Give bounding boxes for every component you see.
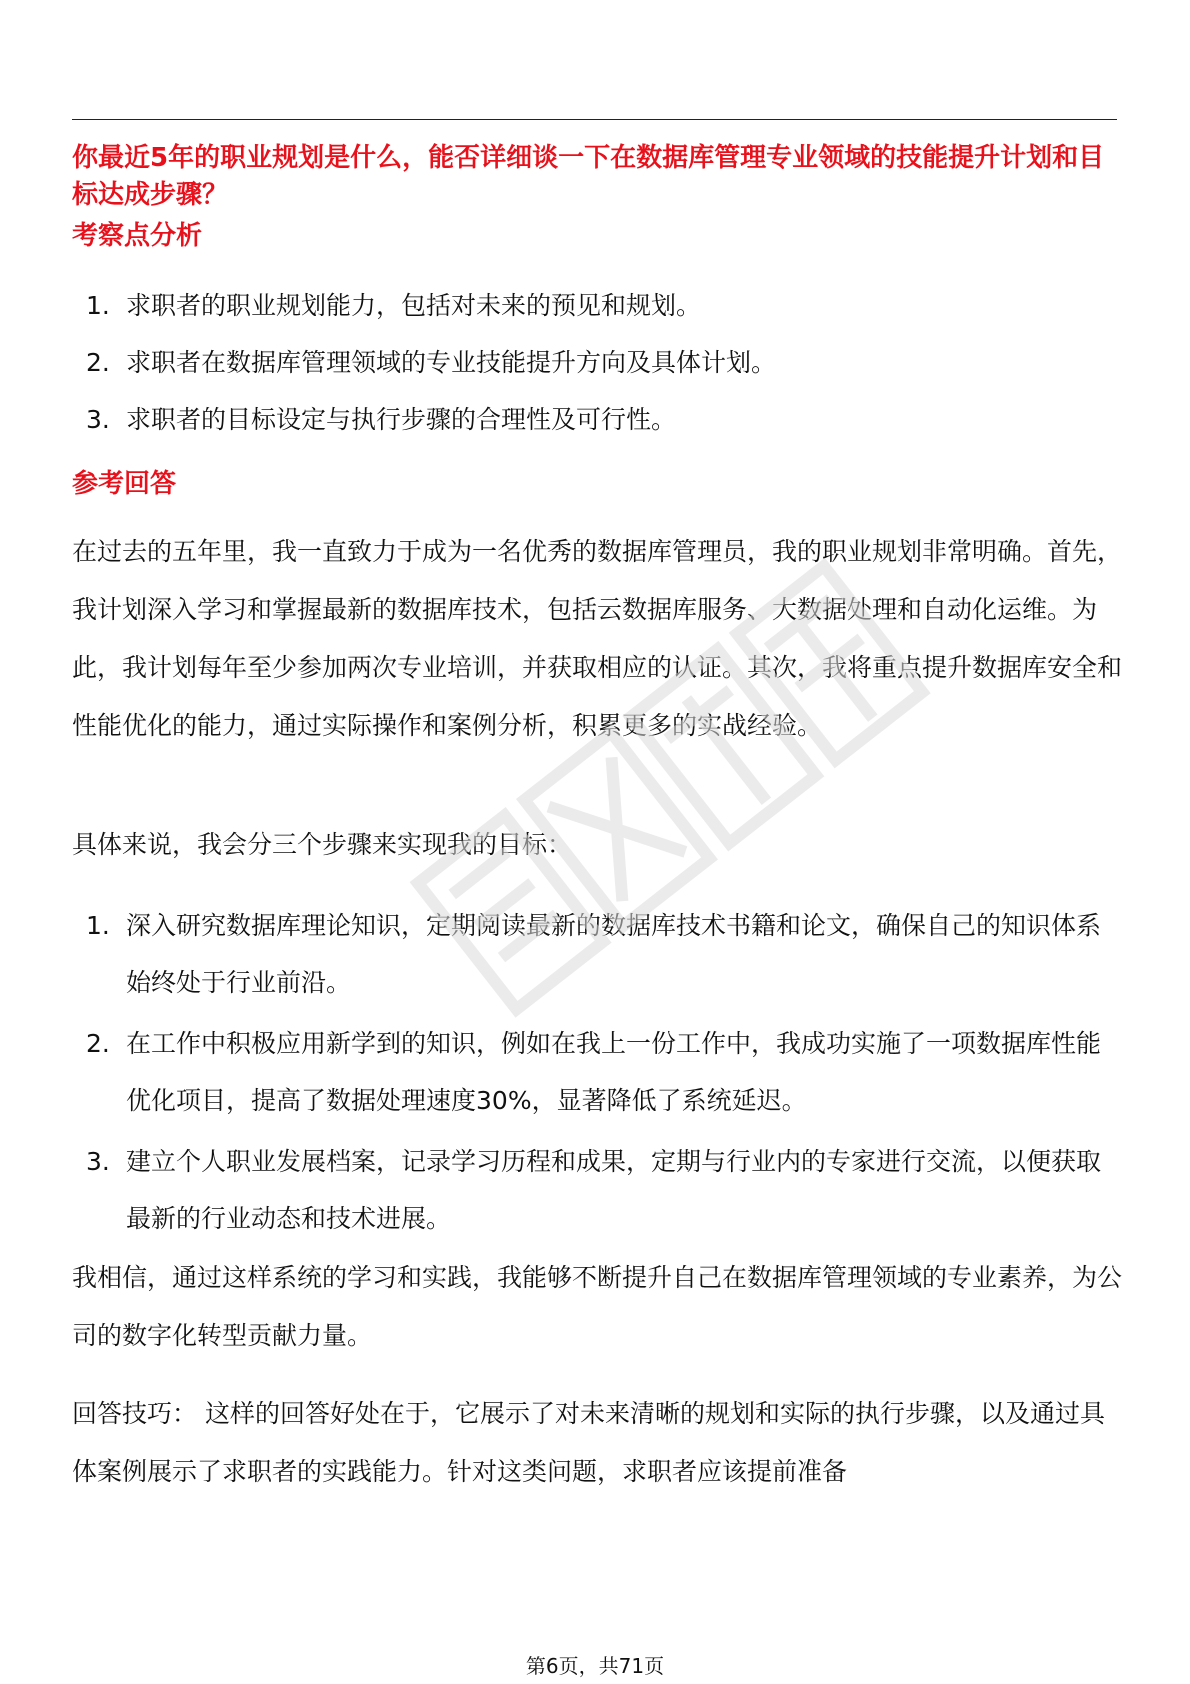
list-number: 3.: [86, 1147, 110, 1176]
list-item: [72, 334, 1122, 391]
list-text: 在工作中积极应用新学到的知识，例如在我上一份工作中，我成功实施了一项数据库性能优化项目，提高了数据处理速度30%，显著降低了系统延迟。: [126, 1029, 1102, 1115]
list-number: 3.: [86, 405, 110, 434]
list-item: [72, 1133, 1122, 1247]
list-text: 建立个人职业发展档案，记录学习历程和成果，定期与行业内的专家进行交流，以便获取最新的行业动态和技术进展。: [126, 1147, 1102, 1233]
list-text: 求职者在数据库管理领域的专业技能提升方向及具体计划。: [126, 348, 777, 377]
list-item: [72, 897, 1122, 1011]
analysis-list: [72, 277, 1122, 448]
list-text: 深入研究数据库理论知识，定期阅读最新的数据库技术书籍和论文，确保自己的知识体系始终处于行业前沿。: [126, 911, 1102, 997]
answer-paragraph-2: 具体来说，我会分三个步骤来实现我的目标：: [72, 830, 573, 859]
page-footer: 第6页，共71页: [525, 1654, 665, 1678]
answer-tips: 回答技巧： 这样的回答好处在于，它展示了对未来清晰的规划和实际的执行步骤，以及通过具体案例展示了求职者的实践能力。针对这类问题，求职者应该提前准备: [72, 1399, 1105, 1486]
list-number: 2.: [86, 348, 110, 377]
list-number: 1.: [86, 911, 110, 940]
list-item: [72, 391, 1122, 448]
steps-list: [72, 897, 1122, 1247]
analysis-heading: 考察点分析: [72, 221, 203, 251]
answer-paragraph-3: 我相信，通过这样系统的学习和实践，我能够不断提升自己在数据库管理领域的专业素养，为公司的数字化转型贡献力量。: [72, 1263, 1123, 1350]
answer-heading: 参考回答: [72, 469, 177, 499]
list-text: 求职者的职业规划能力，包括对未来的预见和规划。: [126, 291, 702, 320]
answer-paragraph-1: 在过去的五年里，我一直致力于成为一名优秀的数据库管理员，我的职业规划非常明确。首先，我计划深入学习和掌握最新的数据库技术，包括云数据库服务、大数据处理和自动化运维。为此，我计划每年至少参加两次专业培训，并获取相应的认证。其次，我将重点提升数据库安全和性能优化的能力，通过实际操作和案例分析，积累更多的实战经验。: [72, 537, 1123, 740]
list-item: [72, 277, 1122, 334]
list-text: 求职者的目标设定与执行步骤的合理性及可行性。: [126, 405, 677, 434]
question-title: 你最近5年的职业规划是什么，能否详细谈一下在数据库管理专业领域的技能提升计划和目标达成步骤？: [72, 143, 1105, 210]
top-divider: [72, 119, 1117, 120]
list-number: 2.: [86, 1029, 110, 1058]
list-item: [72, 1015, 1122, 1129]
list-number: 1.: [86, 291, 110, 320]
